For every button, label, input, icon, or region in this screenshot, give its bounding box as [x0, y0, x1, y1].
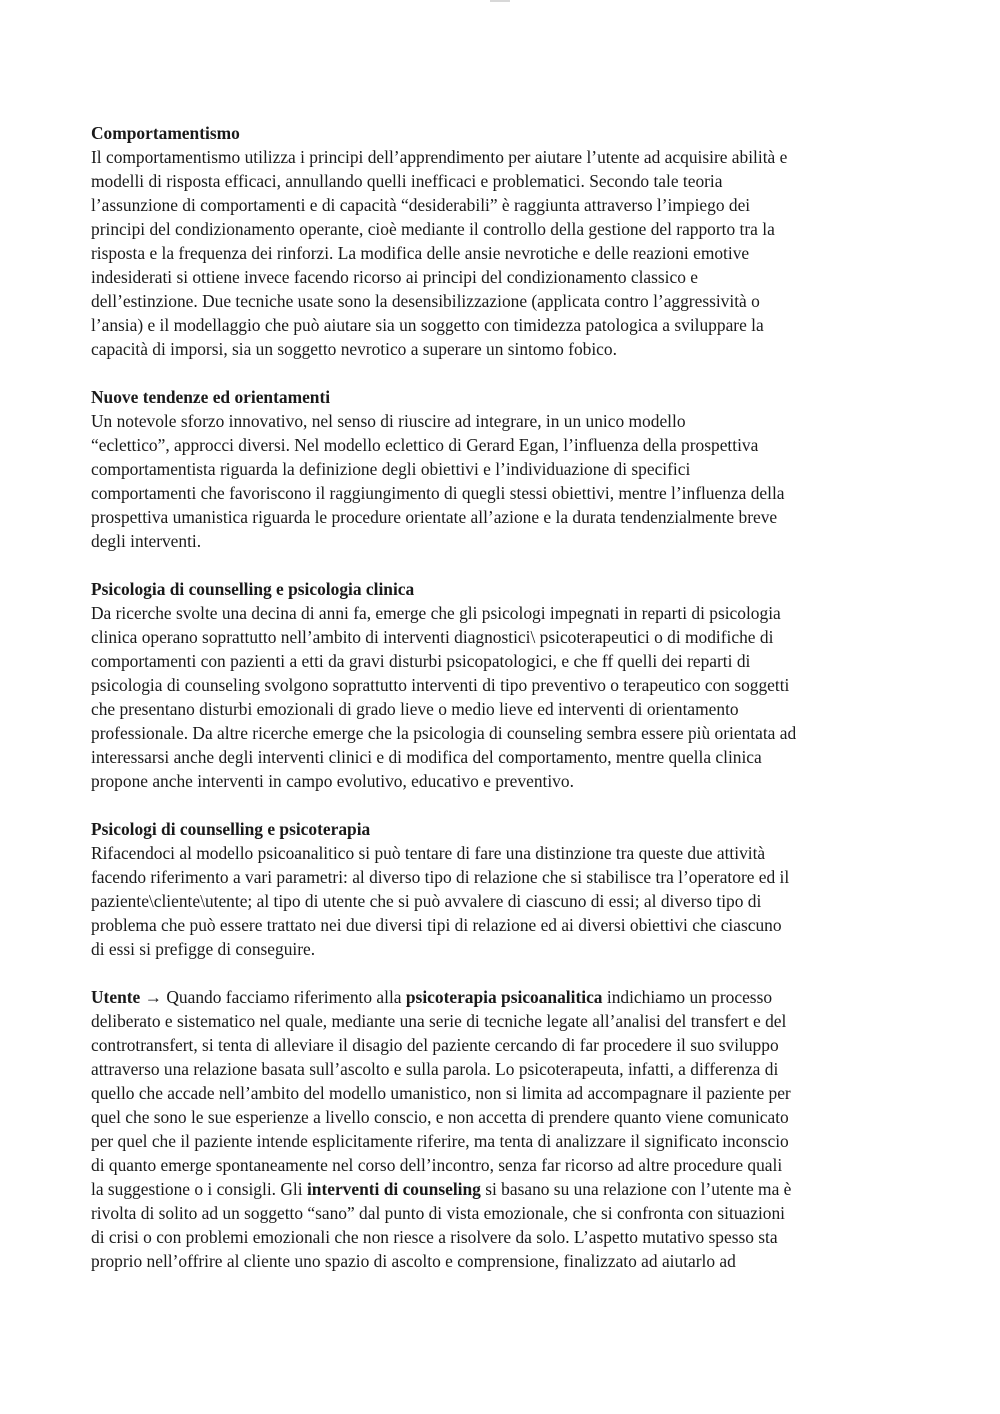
text-line: controtransfert, si tenta di alleviare il disagio del paziente cercando di far procedere il suo sviluppo: [91, 1035, 779, 1055]
page-top-mark: [490, 0, 510, 2]
text-line: deliberato e sistematico nel quale, mediante una serie di tecniche legate all’analisi del transfert e del: [91, 1011, 787, 1031]
text-line: comportamentista riguarda la definizione degli obiettivi e l’individuazione di specifici: [91, 459, 691, 479]
text-line: “eclettico”, approcci diversi. Nel modello eclettico di Gerard Egan, l’influenza della prospettiva: [91, 435, 759, 455]
text-line: quello che accade nell’ambito del modello umanistico, non si limita ad accompagnare il paziente per: [91, 1083, 791, 1103]
text-line: dell’estinzione. Due tecniche usate sono la desensibilizzazione (applicata contro l’aggressività o: [91, 291, 760, 311]
text-line: [91, 985, 916, 1009]
text-line: di crisi o con problemi emozionali che non riesce a risolvere da solo. L’aspetto mutativo spesso sta: [91, 1227, 778, 1247]
text-line: quel che sono le sue esperienze a livello conscio, e non accetta di prendere quanto viene comunicato: [91, 1107, 789, 1127]
text-line: interessarsi anche degli interventi clinici e di modifica del comportamento, mentre quella clinica: [91, 747, 762, 767]
text-run: indichiamo un processo: [606, 987, 773, 1007]
document-body: [91, 121, 916, 1297]
text-line: comportamenti con pazienti a etti da gravi disturbi psicopatologici, e che ff quelli dei reparti di: [91, 651, 751, 671]
text-line: Un notevole sforzo innovativo, nel senso di riuscire ad integrare, in un unico modello: [91, 411, 686, 431]
text-line: clinica operano soprattutto nell’ambito di interventi diagnostici\ psicoterapeutici o di modifiche di: [91, 627, 774, 647]
text-line: l’assunzione di comportamenti e di capacità “desiderabili” è raggiunta attraverso l’impiego dei: [91, 195, 751, 215]
text-line: professionale. Da altre ricerche emerge che la psicologia di counseling sembra essere più orientata ad: [91, 723, 797, 743]
text-line: Rifacendoci al modello psicoanalitico si può tentare di fare una distinzione tra queste due attività: [91, 843, 766, 863]
text-line: rivolta di solito ad un soggetto “sano” dal punto di vista emozionale, che si confronta con situazioni: [91, 1203, 786, 1223]
text-line: prospettiva umanistica riguarda le procedure orientate all’azione e la durata tendenzialmente breve: [91, 507, 778, 527]
right-arrow-icon: →: [144, 987, 163, 1007]
section-paragraph: [91, 601, 916, 793]
text-run: si basano su una relazione con l’utente ma è: [485, 1179, 792, 1199]
text-line: indesiderati si ottiene invece facendo ricorso ai principi del condizionamento classico e: [91, 267, 698, 287]
text-line: Il comportamentismo utilizza i principi dell’apprendimento per aiutare l’utente ad acquisire abilità e: [91, 147, 788, 167]
text-line: degli interventi.: [91, 531, 202, 551]
text-line: comportamenti che favoriscono il raggiungimento di quegli stessi obiettivi, mentre l’influenza della: [91, 483, 785, 503]
bold-term: psicoterapia psicoanalitica: [405, 987, 603, 1007]
section-heading: Nuove tendenze ed orientamenti: [91, 387, 331, 407]
utente-label: Utente: [91, 987, 141, 1007]
section-utente: [91, 985, 916, 1273]
text-line: Da ricerche svolte una decina di anni fa, emerge che gli psicologi impegnati in reparti di psicologia: [91, 603, 781, 623]
text-line: attraverso una relazione basata sull’ascolto e sulla parola. Lo psicoterapeuta, infatti, a differenza di: [91, 1059, 779, 1079]
section-psicoterapia: [91, 817, 916, 961]
section-psicologia-clinica: [91, 577, 916, 793]
text-run: Quando facciamo riferimento alla: [166, 987, 402, 1007]
section-nuove-tendenze: [91, 385, 916, 553]
text-line: principi del condizionamento operante, cioè mediante il controllo della gestione del rapporto tra la: [91, 219, 775, 239]
text-line: problema che può essere trattato nei due diversi tipi di relazione ed ai diversi obiettivi che ciascuno: [91, 915, 782, 935]
text-line: propone anche interventi in campo evolutivo, educativo e preventivo.: [91, 771, 574, 791]
text-line: psicologia di counseling svolgono soprattutto interventi di tipo preventivo o terapeutico con soggetti: [91, 675, 790, 695]
text-line: facendo riferimento a vari parametri: al diverso tipo di relazione che si stabilisce tra l’operatore ed il: [91, 867, 790, 887]
text-line: di quanto emerge spontaneamente nel corso dell’incontro, senza far ricorso ad altre procedure quali: [91, 1155, 783, 1175]
section-paragraph: [91, 145, 916, 361]
text-run: la suggestione o i consigli. Gli: [91, 1179, 303, 1199]
text-line: capacità di imporsi, sia un soggetto nevrotico a superare un sintomo fobico.: [91, 339, 617, 359]
text-line: proprio nell’offrire al cliente uno spazio di ascolto e comprensione, finalizzato ad aiutarlo ad: [91, 1251, 736, 1271]
text-line: per quel che il paziente intende esplicitamente riferire, ma tenta di analizzare il significato inconscio: [91, 1131, 789, 1151]
section-comportamentismo: [91, 121, 916, 361]
text-line: che presentano disturbi emozionali di grado lieve o medio lieve ed interventi di orientamento: [91, 699, 739, 719]
section-heading: Comportamentismo: [91, 123, 240, 143]
text-line: modelli di risposta efficaci, annullando quelli inefficaci e problematici. Secondo tale teoria: [91, 171, 723, 191]
text-line: l’ansia) e il modellaggio che può aiutare sia un soggetto con timidezza patologica a sviluppare la: [91, 315, 764, 335]
section-paragraph: [91, 841, 916, 961]
text-line: risposta e la frequenza dei rinforzi. La modifica delle ansie nevrotiche e delle reazioni emotive: [91, 243, 750, 263]
section-paragraph: [91, 409, 916, 553]
section-heading: Psicologi di counselling e psicoterapia: [91, 819, 371, 839]
text-line: di essi si prefigge di conseguire.: [91, 939, 316, 959]
utente-paragraph: [91, 985, 916, 1273]
text-line: [91, 1177, 916, 1201]
bold-term: interventi di counseling: [306, 1179, 481, 1199]
text-line: paziente\cliente\utente; al tipo di utente che si può avvalere di ciascuno di essi; al diverso tipo di: [91, 891, 762, 911]
section-heading: Psicologia di counselling e psicologia clinica: [91, 579, 415, 599]
